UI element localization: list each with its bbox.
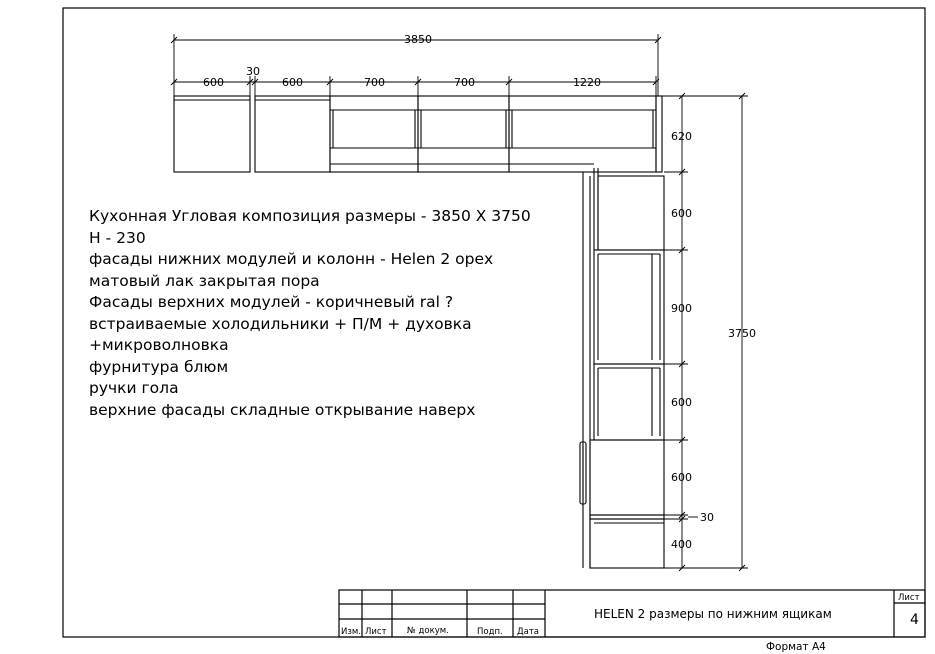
sheet-format: Формат А4 [766, 641, 826, 653]
note-line: фурнитура блюм [89, 357, 229, 376]
stamp-header-doc: № докум. [407, 626, 449, 636]
dim-right-overall: 3750 [728, 327, 756, 340]
dim-top-overall: 3850 [404, 33, 432, 46]
dim-top-700-a: 700 [364, 76, 385, 89]
stamp-header-list: Лист [365, 627, 387, 637]
stamp-title: HELEN 2 размеры по нижним ящикам [594, 607, 832, 621]
note-line: Кухонная Угловая композиция размеры - 3850 Х 3750 [89, 207, 531, 225]
right-cabinet-column [580, 168, 664, 568]
note-line: матовый лак закрытая пора [89, 271, 320, 290]
dim-right-600-a: 600 [671, 207, 692, 220]
stamp-header-date: Дата [517, 627, 540, 637]
note-line: ручки гола [89, 379, 179, 397]
dim-right-600-b: 600 [671, 396, 692, 409]
dim-top-600-b: 600 [282, 76, 303, 89]
note-line: встраиваемые холодильники + П/М + духовка [89, 314, 472, 333]
note-line: фасады нижних модулей и колонн - Helen 2 орех [89, 250, 494, 268]
top-cabinet-row [174, 96, 662, 172]
stamp-header-izm: Изм. [341, 627, 361, 637]
dim-top-1220: 1220 [573, 76, 601, 89]
dim-right-400: 400 [671, 538, 692, 551]
dim-right-600-c: 600 [671, 471, 692, 484]
specification-notes [89, 206, 569, 421]
dim-top-600-a: 600 [203, 76, 224, 89]
dim-right-30: 30 [700, 511, 714, 524]
note-line: Н - 230 [89, 228, 146, 247]
note-line: Фасады верхних модулей - коричневый ral ? [89, 293, 454, 311]
dim-right-620: 620 [671, 130, 692, 143]
note-line: +микроволновка [89, 336, 229, 354]
stamp-sheet-number: 4 [910, 612, 919, 628]
dim-top-700-b: 700 [454, 76, 475, 89]
note-line: верхние фасады складные открывание наверх [89, 400, 476, 419]
dim-right-900: 900 [671, 302, 692, 315]
stamp-header-sign: Подп. [477, 627, 503, 637]
dim-top-30: 30 [246, 65, 260, 78]
stamp-sheet-label: Лист [898, 593, 920, 603]
